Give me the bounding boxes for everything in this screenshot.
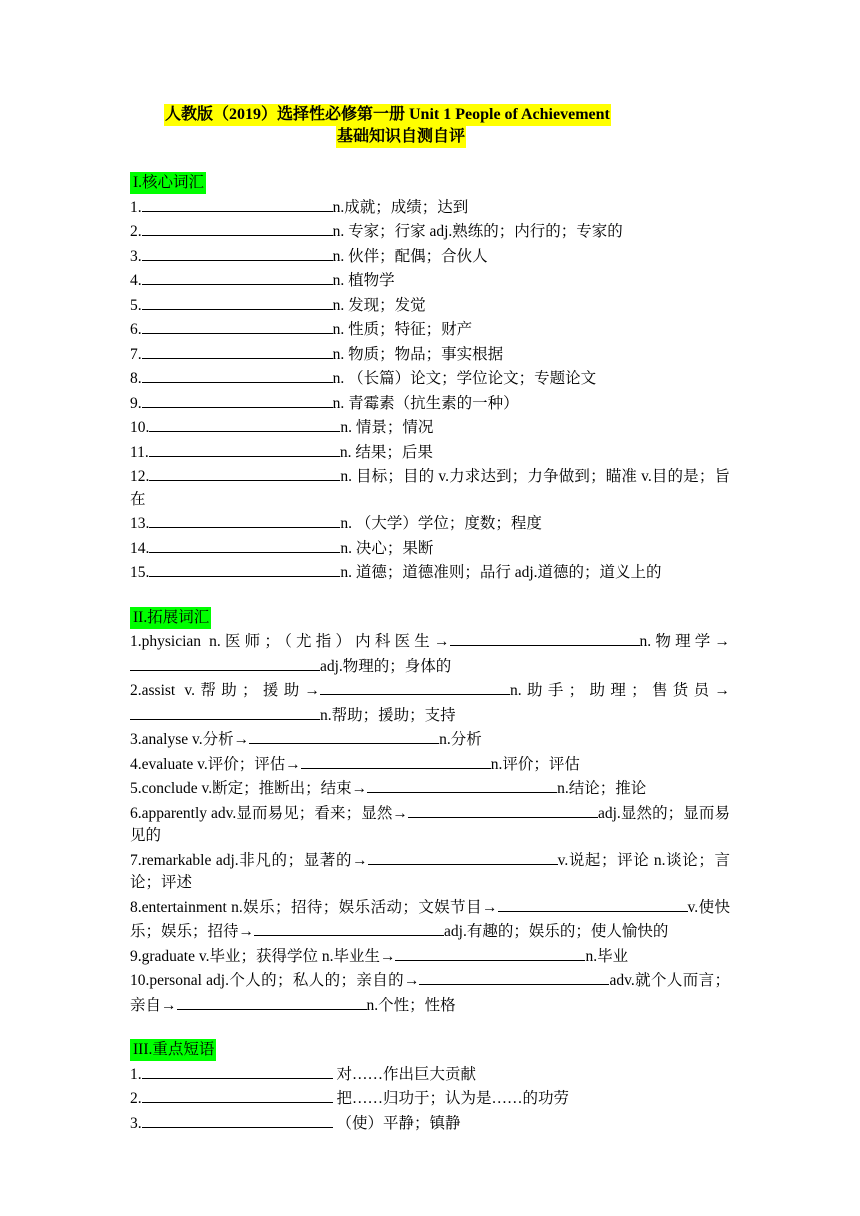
answer-blank[interactable] <box>367 776 557 793</box>
list-item: 4. n. 植物学 <box>130 268 730 293</box>
doc-subtitle: 基础知识自测自评 <box>336 126 466 148</box>
section-heading-extended-vocab: II.拓展词汇 <box>130 607 211 629</box>
list-item: 12. n. 目标；目的 v.力求达到；力争做到；瞄准 v.目的是；旨在 <box>130 464 730 511</box>
doc-title: 人教版（2019）选择性必修第一册 Unit 1 People of Achievement <box>164 104 611 126</box>
list-item: 2. 把……归功于；认为是……的功劳 <box>130 1086 730 1111</box>
answer-blank[interactable] <box>130 654 320 671</box>
list-item: 2.assist v.帮助；援助→ n.助手；助理；售货员→n.帮助；援助；支持 <box>130 678 730 727</box>
answer-blank[interactable] <box>142 1086 333 1103</box>
list-item: 3. n. 伙伴；配偶；合伙人 <box>130 244 730 269</box>
answer-blank[interactable] <box>450 629 640 646</box>
list-item: 5.conclude v.断定；推断出；结束→ n.结论；推论 <box>130 776 730 801</box>
answer-blank[interactable] <box>142 195 333 212</box>
title-block <box>0 104 860 148</box>
answer-blank[interactable] <box>142 391 333 408</box>
answer-blank[interactable] <box>142 1111 333 1128</box>
answer-blank[interactable] <box>320 678 510 695</box>
section-heading-core-vocab: I.核心词汇 <box>130 172 206 194</box>
list-item: 10.personal adj.个人的；私人的；亲自的→ adv.就个人而言；亲自→ n.个性；性格 <box>130 968 730 1017</box>
answer-blank[interactable] <box>142 317 333 334</box>
answer-blank[interactable] <box>301 752 491 769</box>
list-item: 6.apparently adv.显而易见；看来；显然→ adj.显然的；显而易见的 <box>130 801 730 848</box>
list-item: 6. n. 性质；特征；财产 <box>130 317 730 342</box>
list-item: 14. n. 决心；果断 <box>130 536 730 561</box>
answer-blank[interactable] <box>408 801 598 818</box>
answer-blank[interactable] <box>368 848 558 865</box>
list-item: 9. n. 青霉素（抗生素的一种） <box>130 391 730 416</box>
list-item: 2. n. 专家；行家 adj.熟练的；内行的；专家的 <box>130 219 730 244</box>
answer-blank[interactable] <box>498 895 688 912</box>
answer-blank[interactable] <box>149 440 340 457</box>
list-item: 7.remarkable adj.非凡的；显著的→ v.说起；评论 n.谈论；言论；评述 <box>130 848 730 895</box>
list-item: 3.analyse v.分析→ n.分析 <box>130 727 730 752</box>
answer-blank[interactable] <box>149 464 340 481</box>
extended-vocab-list <box>130 629 730 1017</box>
answer-blank[interactable] <box>142 342 333 359</box>
answer-blank[interactable] <box>249 727 439 744</box>
answer-blank[interactable] <box>254 919 444 936</box>
list-item: 1. 对……作出巨大贡献 <box>130 1062 730 1087</box>
list-item: 8.entertainment n.娱乐；招待；娱乐活动；文娱节目→ v.使快乐；娱乐；招待→ adj.有趣的；娱乐的；使人愉快的 <box>130 895 730 944</box>
answer-blank[interactable] <box>177 993 367 1010</box>
answer-blank[interactable] <box>149 560 340 577</box>
list-item: 7. n. 物质；物品；事实根据 <box>130 342 730 367</box>
answer-blank[interactable] <box>142 366 333 383</box>
answer-blank[interactable] <box>142 293 333 310</box>
answer-blank[interactable] <box>149 511 340 528</box>
answer-blank[interactable] <box>395 944 585 961</box>
list-item: 5. n. 发现；发觉 <box>130 293 730 318</box>
list-item: 3. （使）平静；镇静 <box>130 1111 730 1136</box>
list-item: 1.physician n.医师；（尤指）内科医生→ n.物理学→adj.物理的；身体的 <box>130 629 730 678</box>
list-item: 9.graduate v.毕业；获得学位 n.毕业生→ n.毕业 <box>130 944 730 969</box>
list-item: 4.evaluate v.评价；评估→ n.评价；评估 <box>130 752 730 777</box>
answer-blank[interactable] <box>142 268 333 285</box>
answer-blank[interactable] <box>142 219 333 236</box>
answer-blank[interactable] <box>142 1062 333 1079</box>
key-phrases-list <box>130 1062 730 1136</box>
list-item: 13. n. （大学）学位；度数；程度 <box>130 511 730 536</box>
list-item: 1. n.成就；成绩；达到 <box>130 195 730 220</box>
list-item: 10. n. 情景；情况 <box>130 415 730 440</box>
answer-blank[interactable] <box>130 703 320 720</box>
worksheet-content <box>130 172 730 1135</box>
answer-blank[interactable] <box>419 968 609 985</box>
answer-blank[interactable] <box>149 536 340 553</box>
core-vocab-list <box>130 195 730 585</box>
list-item: 11. n. 结果；后果 <box>130 440 730 465</box>
section-heading-key-phrases: III.重点短语 <box>130 1039 216 1061</box>
list-item: 8. n. （长篇）论文；学位论文；专题论文 <box>130 366 730 391</box>
answer-blank[interactable] <box>142 244 333 261</box>
list-item: 15. n. 道德；道德准则；品行 adj.道德的；道义上的 <box>130 560 730 585</box>
answer-blank[interactable] <box>149 415 340 432</box>
